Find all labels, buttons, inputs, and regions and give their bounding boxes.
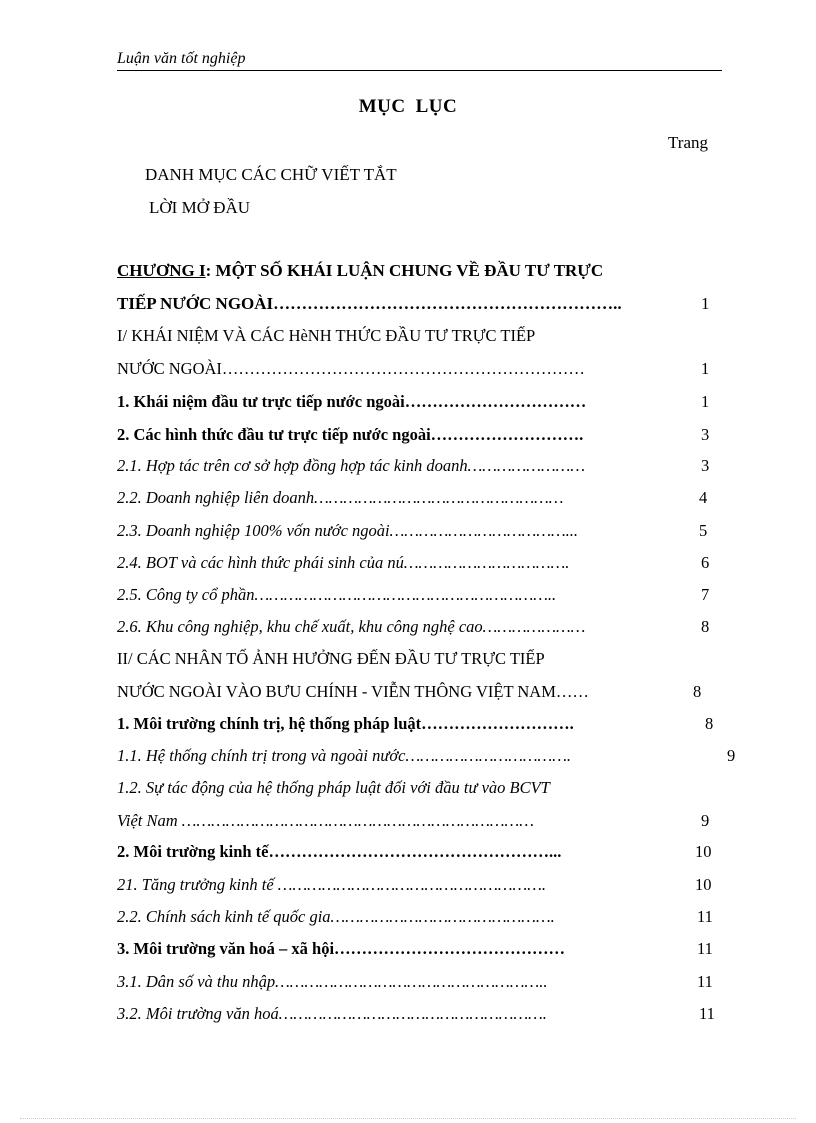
toc-entry[interactable]	[117, 550, 710, 576]
toc-entry-page-number: 10	[695, 875, 712, 894]
toc-entry-page-number: 8	[705, 714, 714, 733]
toc-entry-page-number: 3	[701, 456, 710, 475]
toc-entry[interactable]	[117, 614, 710, 640]
toc-entry-title: 1. Khái niệm đầu tư trực tiếp nước ngoài……………………………	[117, 392, 587, 411]
toc-entry[interactable]	[117, 356, 710, 382]
toc-entry[interactable]	[117, 679, 702, 705]
toc-entry-page-number: 11	[697, 907, 713, 926]
toc-entry-page-number: 9	[701, 811, 710, 830]
page-column-label: Trang	[668, 133, 708, 152]
toc-introduction-entry[interactable]: LỜI MỞ ĐẦU	[149, 198, 251, 217]
toc-entry-title: 2.3. Doanh nghiệp 100% vốn nước ngoài………………………………...	[117, 521, 579, 540]
toc-entry-title: 2. Môi trường kinh tế……………………………………………...	[117, 842, 562, 861]
toc-entry-title: Việt Nam ………………………………………………………………	[117, 811, 534, 830]
toc-entry-page-number: 1	[701, 359, 710, 378]
toc-entry[interactable]	[117, 323, 535, 349]
toc-entry[interactable]	[117, 743, 736, 769]
toc-abbreviations-entry[interactable]: DANH MỤC CÁC CHỮ VIẾT TẮT	[145, 165, 397, 184]
toc-entry[interactable]	[117, 453, 710, 479]
toc-entry-title: 2.4. BOT và các hình thức phái sinh của nú…………………………….	[117, 553, 570, 572]
title-word-2: LỤC	[415, 96, 458, 117]
toc-entry[interactable]	[117, 1001, 715, 1027]
toc-entry-page-number: 6	[701, 553, 710, 572]
toc-entry-title: 2.6. Khu công nghiệp, khu chế xuất, khu công nghệ cao…………………	[117, 617, 586, 636]
header-text: Luận văn tốt nghiệp	[117, 50, 246, 67]
toc-entry-page-number: 8	[693, 682, 702, 701]
toc-entry[interactable]	[117, 839, 712, 865]
toc-entry[interactable]	[117, 936, 713, 962]
toc-entry-title: 2.2. Chính sách kinh tế quốc gia……………………………………….	[117, 907, 555, 926]
toc-entry[interactable]	[117, 485, 708, 511]
toc-entry[interactable]	[117, 646, 545, 672]
toc-entry-page-number: 10	[695, 842, 712, 861]
chapter-title-line-2: TIẾP NƯỚC NGOÀI……………………………………………………..	[117, 294, 622, 313]
toc-entry-title: I/ KHÁI NIỆM VÀ CÁC HèNH THỨC ĐẦU TƯ TRỰC TIẾP	[117, 326, 536, 345]
toc-entry-page-number: 3	[701, 425, 710, 444]
toc-entry[interactable]	[117, 808, 710, 834]
toc-entry-title: 21. Tăng trưởng kinh tế ……………………………………………….	[117, 875, 547, 894]
toc-entry-page-number: 7	[701, 585, 710, 604]
toc-entry[interactable]	[117, 775, 550, 801]
toc-entry[interactable]	[117, 711, 714, 737]
toc-entry-title: NƯỚC NGOÀI…………………………………………………………	[117, 359, 585, 378]
toc-entry-title: 3.1. Dân số và thu nhập………………………………………………..	[117, 972, 548, 991]
toc-entry-page-number: 4	[699, 488, 708, 507]
toc-entry-page-number: 1	[701, 392, 710, 411]
toc-entry-title: 3.2. Môi trường văn hoá……………………………………………….	[117, 1004, 547, 1023]
toc-entry[interactable]	[117, 389, 710, 415]
page-bottom-divider	[20, 1118, 796, 1119]
title-word-1: MỤC	[358, 96, 406, 117]
toc-entry-page-number: 9	[727, 746, 736, 765]
toc-entry-title: II/ CÁC NHÂN TỐ ẢNH HƯỞNG ĐẾN ĐẦU TƯ TRỰC TIẾP	[117, 649, 545, 668]
chapter-page-number: 1	[701, 294, 710, 313]
toc-entry-title: 1.1. Hệ thống chính trị trong và ngoài nước…………………………….	[117, 746, 572, 765]
toc-entry[interactable]	[117, 872, 712, 898]
toc-entry-title: 1. Môi trường chính trị, hệ thống pháp luật……………………….	[117, 714, 574, 733]
toc-entry-title: 3. Môi trường văn hoá – xã hội……………………………………	[117, 939, 566, 958]
chapter-prefix: CHƯƠNG I	[117, 261, 206, 280]
toc-entry-title: 2.5. Công ty cổ phần……………………………………………………..	[117, 585, 557, 604]
toc-entry[interactable]	[117, 518, 708, 544]
toc-entry-title: 2.2. Doanh nghiệp liên doanh……………………………………………	[117, 488, 564, 507]
toc-entry-title: 2. Các hình thức đầu tư trực tiếp nước ngoài……………………….	[117, 425, 584, 444]
toc-entry-page-number: 11	[699, 1004, 715, 1023]
toc-entry[interactable]	[117, 904, 713, 930]
toc-entry-title: 2.1. Hợp tác trên cơ sở hợp đồng hợp tác kinh doanh……………………	[117, 456, 585, 475]
toc-entry-title: NƯỚC NGOÀI VÀO BƯU CHÍNH - VIỄN THÔNG VIỆT NAM……	[117, 682, 589, 701]
toc-entry-page-number: 5	[699, 521, 708, 540]
toc-entry-title: 1.2. Sự tác động của hệ thống pháp luật đối với đầu tư vào BCVT	[117, 778, 550, 797]
toc-entry[interactable]	[117, 969, 713, 995]
toc-entry[interactable]	[117, 582, 710, 608]
toc-entry-page-number: 8	[701, 617, 710, 636]
toc-entry-page-number: 11	[697, 939, 713, 958]
toc-entry[interactable]	[117, 422, 710, 448]
chapter-title-line-1: : MỘT SỐ KHÁI LUẬN CHUNG VỀ ĐẦU TƯ TRỰC	[205, 261, 604, 280]
toc-entry-page-number: 11	[697, 972, 713, 991]
